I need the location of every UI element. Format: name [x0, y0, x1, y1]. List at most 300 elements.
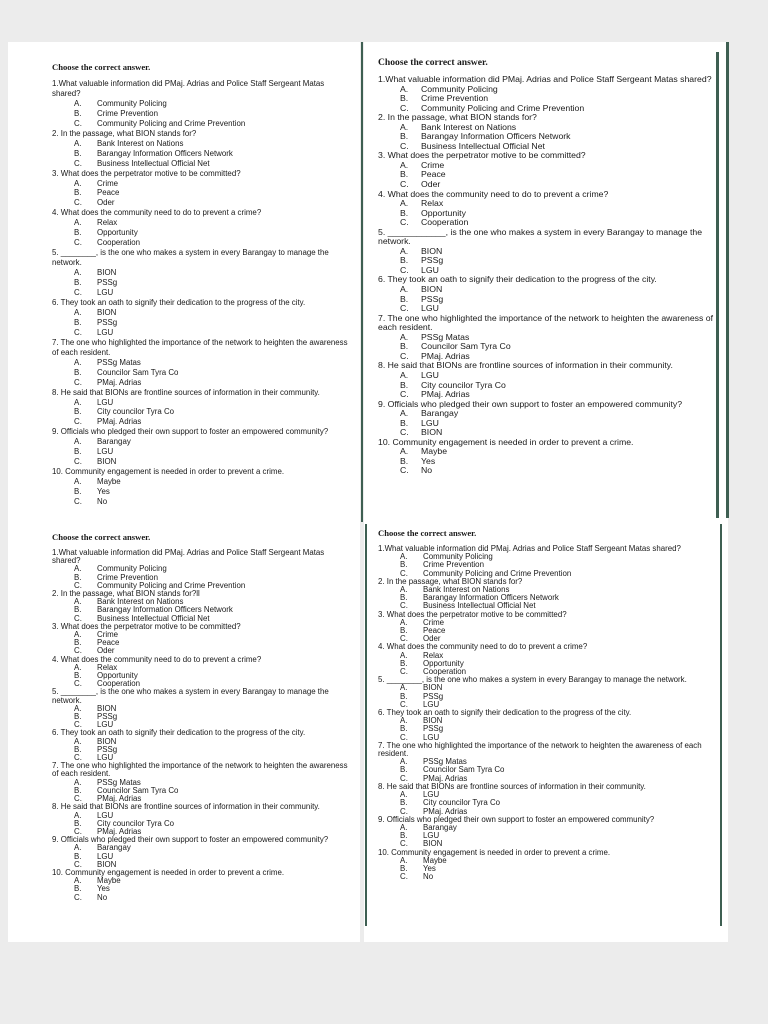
- option-letter: C.: [74, 497, 82, 507]
- option-letter: C.: [74, 238, 82, 248]
- question-text: 8. He said that BIONs are frontline sources of information in their community.: [378, 360, 673, 371]
- option-letter: C.: [400, 839, 408, 849]
- option-letter: A.: [400, 650, 408, 660]
- option-letter: A.: [400, 617, 408, 627]
- divider-line: [716, 52, 719, 518]
- option-text: Community Policing and Crime Prevention: [97, 580, 246, 590]
- option-text: Bank Interest on Nations: [97, 597, 184, 607]
- option-letter: B.: [400, 765, 408, 775]
- option-letter: B.: [74, 671, 82, 681]
- option-letter: A.: [400, 121, 409, 132]
- option-text: Councilor Sam Tyra Co: [97, 367, 179, 377]
- option-text: LGU: [421, 369, 439, 380]
- option-text: LGU: [97, 288, 114, 298]
- option-text: Community Policing and Crime Prevention: [423, 568, 572, 578]
- answer-option: [52, 894, 352, 902]
- option-letter: C.: [74, 417, 82, 427]
- question-text: 3. What does the perpetrator motive to be committed?: [378, 150, 586, 161]
- answer-option: [52, 358, 352, 368]
- option-letter: A.: [74, 357, 82, 367]
- answer-option: [52, 378, 352, 388]
- option-letter: A.: [400, 331, 409, 342]
- answer-option: [52, 318, 352, 328]
- option-letter: B.: [74, 407, 82, 417]
- answer-option: [52, 228, 352, 238]
- question-text: 10. Community engagement is needed in order to prevent a crime.: [378, 847, 611, 857]
- option-letter: A.: [74, 138, 82, 148]
- option-text: PSSg: [97, 317, 118, 327]
- option-text: Crime Prevention: [97, 572, 158, 582]
- answer-option: [52, 218, 352, 228]
- answer-option: [52, 447, 352, 457]
- answer-option: [52, 457, 352, 467]
- answer-option: [52, 188, 352, 198]
- option-letter: A.: [400, 198, 409, 209]
- option-text: PSSg: [97, 278, 118, 288]
- option-letter: C.: [74, 118, 82, 128]
- option-text: Crime: [97, 630, 119, 640]
- question-text: 7. The one who highlighted the importance of the network to heighten the awareness of each resident.: [378, 312, 714, 333]
- option-text: PSSg Matas: [421, 331, 470, 342]
- option-letter: C.: [400, 667, 408, 677]
- option-letter: A.: [74, 178, 82, 188]
- option-letter: A.: [74, 703, 82, 713]
- option-text: LGU: [421, 417, 439, 428]
- option-text: Crime Prevention: [421, 93, 489, 104]
- option-text: No: [97, 497, 108, 507]
- question-text: 4. What does the community need to do to prevent a crime?: [52, 654, 262, 664]
- option-text: LGU: [423, 732, 440, 742]
- option-letter: C.: [400, 699, 408, 709]
- option-letter: C.: [400, 303, 409, 314]
- option-text: LGU: [97, 327, 114, 337]
- option-text: Maybe: [423, 855, 447, 865]
- option-text: Yes: [97, 487, 110, 497]
- option-text: Councilor Sam Tyra Co: [423, 765, 505, 775]
- option-text: City councilor Tyra Co: [97, 407, 175, 417]
- question-text: 4. What does the community need to do to prevent a crime?: [378, 188, 609, 199]
- option-text: LGU: [421, 264, 439, 275]
- option-text: Barangay: [421, 408, 459, 419]
- option-text: LGU: [423, 699, 440, 709]
- option-letter: C.: [400, 217, 409, 228]
- answer-option: [52, 497, 352, 507]
- option-text: PSSg: [97, 712, 118, 722]
- option-text: PMaj. Adrias: [421, 389, 470, 400]
- option-text: PMaj. Adrias: [97, 417, 142, 427]
- option-text: Cooperation: [421, 217, 469, 228]
- answer-option: [52, 398, 352, 408]
- option-text: Business Intellectual Official Net: [97, 613, 210, 623]
- question-text: 3. What does the perpetrator motive to be committed?: [52, 168, 241, 178]
- option-text: Cooperation: [423, 667, 466, 677]
- quiz-heading: Choose the correct answer.: [378, 57, 488, 68]
- question-text: 6. They took an oath to signify their dedication to the progress of the city.: [378, 274, 657, 285]
- option-letter: C.: [400, 350, 409, 361]
- option-text: PSSg: [423, 691, 444, 701]
- option-letter: A.: [400, 552, 408, 562]
- question-text: 8. He said that BIONs are frontline sources of information in their community.: [52, 387, 320, 397]
- option-letter: A.: [400, 855, 408, 865]
- answer-option: [52, 417, 352, 427]
- quiz-copy-bottom-right: [364, 522, 728, 942]
- question-text: 10. Community engagement is needed in order to prevent a crime.: [52, 867, 285, 877]
- quiz-heading: Choose the correct answer.: [52, 62, 151, 72]
- option-text: Opportunity: [97, 228, 138, 238]
- answer-option: [52, 368, 352, 378]
- option-letter: C.: [400, 568, 408, 578]
- option-letter: B.: [400, 255, 409, 266]
- option-text: PMaj. Adrias: [423, 773, 468, 783]
- option-text: Maybe: [421, 446, 448, 457]
- option-text: Barangay Information Officers Network: [97, 148, 233, 158]
- option-text: No: [421, 465, 433, 476]
- option-text: BION: [97, 307, 117, 317]
- option-text: Bank Interest on Nations: [423, 585, 510, 595]
- question-text: 9. Officials who pledged their own support to foster an empowered community?: [52, 835, 329, 845]
- option-letter: C.: [400, 601, 408, 611]
- option-text: Peace: [421, 169, 446, 180]
- option-letter: C.: [400, 806, 408, 816]
- option-letter: B.: [74, 605, 82, 615]
- option-letter: C.: [74, 859, 82, 869]
- option-text: LGU: [423, 790, 440, 800]
- divider-line: [365, 524, 367, 926]
- option-letter: B.: [400, 626, 408, 636]
- option-letter: C.: [400, 179, 409, 190]
- option-text: Relax: [97, 218, 118, 228]
- option-text: Cooperation: [97, 679, 140, 689]
- option-letter: B.: [400, 417, 409, 428]
- question-text: 5. ________, is the one who makes a system in every Barangay to manage the network.: [52, 248, 329, 268]
- question-text: 2. In the passage, what BION stands for?: [378, 576, 523, 586]
- question-text: 7. The one who highlighted the importance of the network to heighten the awareness of each resident.: [52, 761, 348, 779]
- question-text: 9. Officials who pledged their own support to foster an empowered community?: [378, 398, 683, 409]
- option-text: Councilor Sam Tyra Co: [421, 341, 511, 352]
- option-letter: C.: [74, 580, 82, 590]
- option-text: LGU: [97, 851, 114, 861]
- option-letter: B.: [74, 317, 82, 327]
- question-text: 5. ____________, is the one who makes a system in every Barangay to manage the network.: [378, 226, 703, 247]
- option-letter: B.: [400, 341, 409, 352]
- answer-option: [52, 487, 352, 497]
- option-letter: B.: [74, 744, 82, 754]
- option-text: LGU: [97, 397, 114, 407]
- answer-option: [52, 437, 352, 447]
- option-letter: C.: [74, 327, 82, 337]
- option-text: LGU: [97, 720, 114, 730]
- option-text: PMaj. Adrias: [421, 350, 470, 361]
- question-text: 8. He said that BIONs are frontline sources of information in their community.: [52, 802, 320, 812]
- option-letter: B.: [74, 712, 82, 722]
- option-text: LGU: [421, 303, 439, 314]
- answer-option: [52, 99, 352, 109]
- option-text: Relax: [97, 662, 118, 672]
- option-text: Community Policing: [97, 98, 167, 108]
- option-letter: A.: [400, 716, 408, 726]
- option-text: BION: [423, 716, 443, 726]
- option-letter: A.: [400, 83, 409, 94]
- answer-option: [52, 328, 352, 338]
- option-text: Opportunity: [421, 207, 466, 218]
- answer-option: [52, 179, 352, 189]
- question-text: 5. ________, is the one who makes a system in every Barangay to manage the network.: [52, 687, 329, 705]
- option-letter: B.: [74, 188, 82, 198]
- question-text: 2. In the passage, what BION stands for?: [52, 128, 197, 138]
- option-letter: A.: [400, 408, 409, 419]
- option-letter: C.: [74, 377, 82, 387]
- option-letter: A.: [400, 822, 408, 832]
- option-text: PSSg Matas: [97, 357, 141, 367]
- quiz-heading: Choose the correct answer.: [378, 528, 477, 538]
- option-text: LGU: [97, 810, 114, 820]
- answer-option: [52, 109, 352, 119]
- question-text: 5. ________, is the one who makes a system in every Barangay to manage the network.: [378, 675, 687, 685]
- option-text: Crime Prevention: [97, 108, 158, 118]
- question-text: 6. They took an oath to signify their dedication to the progress of the city.: [52, 728, 306, 738]
- option-letter: C.: [400, 773, 408, 783]
- option-text: BION: [421, 284, 443, 295]
- option-letter: C.: [74, 753, 82, 763]
- option-text: Peace: [97, 638, 120, 648]
- option-letter: C.: [400, 264, 409, 275]
- option-letter: C.: [74, 613, 82, 623]
- option-letter: B.: [74, 148, 82, 158]
- option-letter: A.: [74, 810, 82, 820]
- option-letter: B.: [400, 379, 409, 390]
- option-letter: C.: [74, 158, 82, 168]
- option-text: Cooperation: [97, 238, 140, 248]
- question-text: 1.What valuable information did PMaj. Adrias and Police Staff Sergeant Matas shared?: [52, 548, 325, 566]
- option-text: Relax: [423, 650, 444, 660]
- option-letter: A.: [74, 736, 82, 746]
- option-text: Business Intellectual Official Net: [97, 158, 210, 168]
- option-letter: B.: [400, 560, 408, 570]
- option-letter: B.: [400, 724, 408, 734]
- option-text: Councilor Sam Tyra Co: [97, 785, 179, 795]
- option-letter: A.: [74, 307, 82, 317]
- answer-option: [52, 477, 352, 487]
- option-text: Community Policing and Crime Prevention: [97, 118, 246, 128]
- option-text: City councilor Tyra Co: [423, 798, 501, 808]
- question-text: 1.What valuable information did PMaj. Adrias and Police Staff Sergeant Matas shared?: [378, 544, 681, 553]
- question-text: 9. Officials who pledged their own support to foster an empowered community?: [52, 427, 329, 437]
- answer-option: [52, 407, 352, 417]
- answer-option: [378, 873, 720, 881]
- question-text: 2. In the passage, what BION stands for?ll: [52, 589, 200, 599]
- option-text: Maybe: [97, 477, 121, 487]
- option-letter: B.: [400, 593, 408, 603]
- question-text: 6. They took an oath to signify their dedication to the progress of the city.: [378, 708, 632, 718]
- option-letter: A.: [400, 369, 409, 380]
- option-letter: C.: [74, 826, 82, 836]
- option-text: Oder: [423, 634, 441, 644]
- quiz-copy-top-right: [364, 42, 728, 522]
- option-text: Yes: [423, 863, 436, 873]
- answer-option: [52, 288, 352, 298]
- option-letter: C.: [74, 794, 82, 804]
- option-letter: A.: [74, 876, 82, 886]
- option-text: PSSg Matas: [97, 777, 141, 787]
- option-letter: B.: [74, 278, 82, 288]
- option-text: Business Intellectual Official Net: [423, 601, 536, 611]
- option-text: No: [97, 892, 108, 902]
- question-text: 3. What does the perpetrator motive to be committed?: [378, 609, 567, 619]
- option-letter: A.: [74, 437, 82, 447]
- option-text: Oder: [97, 646, 115, 656]
- option-letter: C.: [74, 679, 82, 689]
- option-text: Oder: [97, 198, 115, 208]
- option-letter: A.: [74, 597, 82, 607]
- option-text: BION: [423, 683, 443, 693]
- option-letter: B.: [74, 851, 82, 861]
- option-text: Maybe: [97, 876, 121, 886]
- option-letter: B.: [400, 169, 409, 180]
- option-text: BION: [97, 859, 117, 869]
- option-letter: B.: [74, 367, 82, 377]
- question-text: 7. The one who highlighted the importance of the network to heighten the awareness of each resident.: [378, 740, 702, 759]
- quiz-heading: Choose the correct answer.: [52, 532, 151, 542]
- answer-option: [52, 198, 352, 208]
- option-letter: A.: [400, 790, 408, 800]
- option-text: PSSg: [421, 293, 444, 304]
- option-letter: B.: [400, 798, 408, 808]
- option-letter: B.: [400, 658, 408, 668]
- option-text: Peace: [423, 626, 446, 636]
- option-letter: B.: [74, 447, 82, 457]
- answer-option: [52, 139, 352, 149]
- option-letter: B.: [74, 818, 82, 828]
- option-letter: A.: [400, 245, 409, 256]
- option-letter: B.: [400, 293, 409, 304]
- option-letter: B.: [74, 487, 82, 497]
- option-text: Barangay: [423, 822, 457, 832]
- option-letter: A.: [400, 284, 409, 295]
- option-text: Business Intellectual Official Net: [421, 140, 545, 151]
- option-text: BION: [97, 703, 117, 713]
- option-letter: A.: [74, 564, 82, 574]
- option-text: Crime: [421, 159, 445, 170]
- option-text: BION: [423, 839, 443, 849]
- option-text: City councilor Tyra Co: [97, 818, 175, 828]
- option-letter: B.: [400, 131, 409, 142]
- question-text: 1.What valuable information did PMaj. Adrias and Police Staff Sergeant Matas shared?: [52, 79, 325, 98]
- option-text: No: [423, 872, 434, 882]
- question-text: 10. Community engagement is needed in order to prevent a crime.: [52, 467, 285, 477]
- question-text: 4. What does the community need to do to prevent a crime?: [52, 208, 262, 218]
- option-letter: C.: [74, 198, 82, 208]
- option-text: BION: [421, 245, 443, 256]
- answer-option: [378, 466, 720, 476]
- option-text: Crime: [423, 617, 445, 627]
- quiz-copy-top-left: [8, 42, 360, 522]
- option-letter: B.: [74, 572, 82, 582]
- option-text: BION: [97, 268, 117, 278]
- option-letter: B.: [74, 638, 82, 648]
- option-letter: A.: [400, 683, 408, 693]
- option-letter: A.: [74, 662, 82, 672]
- option-letter: C.: [400, 732, 408, 742]
- option-text: Relax: [421, 198, 444, 209]
- option-text: LGU: [97, 753, 114, 763]
- option-letter: C.: [74, 892, 82, 902]
- option-letter: C.: [400, 427, 409, 438]
- option-text: BION: [97, 457, 117, 467]
- option-text: PSSg Matas: [423, 757, 467, 767]
- option-text: Community Policing: [421, 83, 498, 94]
- option-letter: A.: [400, 446, 409, 457]
- option-letter: A.: [400, 585, 408, 595]
- option-text: Opportunity: [423, 658, 464, 668]
- question-text: 4. What does the community need to do to prevent a crime?: [378, 642, 588, 652]
- option-letter: B.: [74, 108, 82, 118]
- option-letter: A.: [74, 268, 82, 278]
- option-letter: B.: [400, 455, 409, 466]
- option-letter: A.: [74, 630, 82, 640]
- option-text: Community Policing: [97, 564, 167, 574]
- answer-option: [52, 149, 352, 159]
- option-letter: A.: [74, 843, 82, 853]
- divider-line: [361, 42, 363, 522]
- option-text: LGU: [97, 447, 114, 457]
- option-letter: A.: [74, 218, 82, 228]
- option-text: Barangay Information Officers Network: [421, 131, 571, 142]
- option-text: City councilor Tyra Co: [421, 379, 506, 390]
- option-letter: A.: [74, 477, 82, 487]
- option-text: Barangay Information Officers Network: [423, 593, 559, 603]
- question-text: 7. The one who highlighted the importance of the network to heighten the awareness of each resident.: [52, 337, 348, 357]
- question-text: 10. Community engagement is needed in order to prevent a crime.: [378, 436, 634, 447]
- answer-option: [52, 308, 352, 318]
- option-letter: C.: [74, 288, 82, 298]
- question-text: 3. What does the perpetrator motive to be committed?: [52, 621, 241, 631]
- question-text: 9. Officials who pledged their own support to foster an empowered community?: [378, 814, 655, 824]
- option-letter: B.: [400, 93, 409, 104]
- option-text: PSSg: [97, 744, 118, 754]
- option-text: Yes: [97, 884, 110, 894]
- option-letter: C.: [400, 872, 408, 882]
- answer-option: [52, 238, 352, 248]
- option-letter: B.: [74, 785, 82, 795]
- option-letter: C.: [400, 389, 409, 400]
- option-letter: B.: [400, 207, 409, 218]
- divider-line: [726, 42, 729, 518]
- option-letter: B.: [400, 863, 408, 873]
- option-letter: C.: [74, 720, 82, 730]
- option-letter: A.: [74, 777, 82, 787]
- answer-option: [52, 278, 352, 288]
- answer-option: [52, 159, 352, 169]
- option-text: Oder: [421, 179, 441, 190]
- question-text: 1.What valuable information did PMaj. Adrias and Police Staff Sergeant Matas shared?: [378, 74, 712, 84]
- option-letter: A.: [400, 159, 409, 170]
- option-text: BION: [97, 736, 117, 746]
- option-text: LGU: [423, 831, 440, 841]
- option-letter: C.: [74, 457, 82, 467]
- option-text: Community Policing and Crime Prevention: [421, 102, 585, 113]
- option-text: Opportunity: [97, 671, 138, 681]
- question-text: 2. In the passage, what BION stands for?: [378, 112, 537, 123]
- answer-option: [52, 268, 352, 278]
- question-text: 8. He said that BIONs are frontline sources of information in their community.: [378, 781, 646, 791]
- option-text: Barangay: [97, 843, 131, 853]
- answer-option: [52, 119, 352, 129]
- option-text: PMaj. Adrias: [423, 806, 468, 816]
- option-text: Crime Prevention: [423, 560, 484, 570]
- option-text: PMaj. Adrias: [97, 377, 142, 387]
- option-letter: C.: [400, 102, 409, 113]
- option-text: Community Policing: [423, 552, 493, 562]
